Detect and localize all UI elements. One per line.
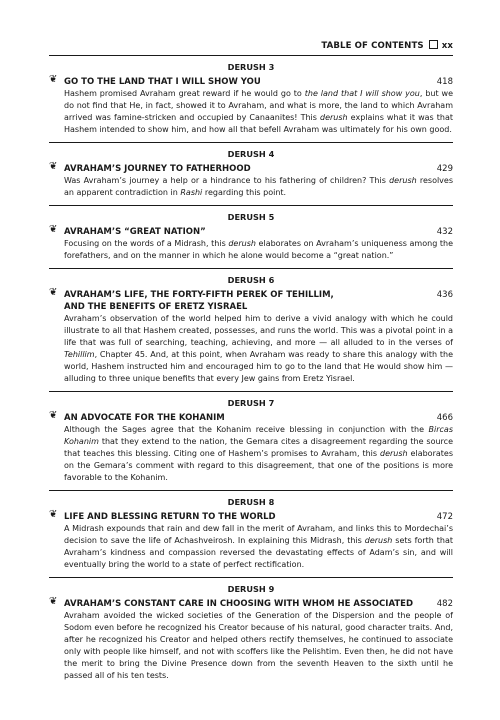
italic-term: derush	[389, 176, 417, 185]
entry-summary: Hashem promised Avraham great reward if he would go to the land that I will show you, but we do not find that He, in fact, showed it to Avraham, and what is more, the land to which Avraham arrived was famine-stricken and occupied by Canaanites! This derush explains what it was that Hashem intended to show him, and how all that befell Avraham was ultimately for his own good.	[64, 89, 454, 134]
header-rule	[49, 55, 453, 56]
entry-divider	[49, 490, 453, 491]
running-head-title: TABLE OF CONTENTS	[321, 41, 424, 51]
entry-summary: A Midrash expounds that rain and dew fall in the merit of Avraham, and links this to Mordechai’s decision to save the life of Achashveirosh. In explaining this Midrash, this derush sets forth that Avraham’s kindness and compassion reversed the devastating effects of Adam’s sin, and will eventually bring the world to a state of perfect rectification.	[64, 524, 453, 569]
fleuron-icon: ❦	[49, 224, 58, 235]
entry-heading-row	[49, 226, 453, 238]
entry-page-number[interactable]: 436	[436, 290, 453, 300]
toc-entry	[49, 62, 453, 143]
entry-page-number[interactable]: 482	[436, 599, 453, 609]
toc-list	[49, 62, 453, 682]
toc-page	[49, 40, 453, 682]
toc-entry	[49, 275, 453, 392]
entry-heading-row	[49, 412, 453, 424]
toc-entry	[49, 398, 453, 491]
derush-label: DERUSH 9	[227, 584, 275, 594]
derush-label: DERUSH 4	[227, 149, 275, 159]
entry-divider	[49, 391, 453, 392]
toc-entry	[49, 149, 453, 206]
entry-page-number[interactable]: 418	[436, 77, 453, 87]
entry-heading-row	[49, 289, 453, 313]
derush-label: DERUSH 5	[227, 212, 275, 222]
entry-heading-row	[49, 163, 453, 175]
derush-label: DERUSH 6	[227, 275, 275, 285]
running-head-page-number: xx	[441, 41, 453, 51]
fleuron-icon: ❦	[49, 596, 58, 607]
running-head	[49, 40, 453, 51]
entry-title[interactable]: GO TO THE LAND THAT I WILL SHOW YOU	[64, 77, 261, 87]
entry-title[interactable]: AN ADVOCATE FOR THE KOHANIM	[64, 413, 225, 423]
derush-label: DERUSH 7	[227, 398, 275, 408]
italic-term: the land that I will show you	[304, 89, 420, 98]
entry-summary: Avraham’s observation of the world helped him to derive a vivid analogy with which he could illustrate to all that Hashem created, possesses, and runs the world. This was a pivotal point in a life that was full of searching, teaching, achieving, and more — all alluded to in the verses of Tehillim, Chapter 45. And, at this point, when Avraham was ready to share this analogy with the world, Hashem instructed him and encouraged him to go to the land that He would show him — alluding to three unique benefits that every Jew gains from Eretz Yisrael.	[64, 314, 453, 383]
derush-label: DERUSH 8	[227, 497, 275, 507]
toc-entry	[49, 584, 453, 682]
entry-divider	[49, 142, 453, 143]
entry-summary: Was Avraham’s journey a help or a hindrance to his fathering of children? This derush resolves an apparent contradiction in Rashi regarding this point.	[64, 176, 454, 197]
fleuron-icon: ❦	[49, 74, 58, 85]
entry-title[interactable]: AVRAHAM’S LIFE, THE FORTY-FIFTH PEREK OF TEHILLIM,	[64, 290, 334, 300]
entry-divider	[49, 268, 453, 269]
italic-term: Rashi	[180, 188, 203, 197]
entry-divider	[49, 205, 453, 206]
entry-heading-row	[49, 598, 453, 610]
entry-title[interactable]: AVRAHAM’S JOURNEY TO FATHERHOOD	[64, 164, 251, 174]
fleuron-icon: ❦	[49, 410, 58, 421]
italic-term: derush	[380, 449, 408, 458]
entry-page-number[interactable]: 432	[436, 227, 453, 237]
entry-heading-row	[49, 76, 453, 88]
italic-term: Bircas Kohanim	[64, 425, 453, 446]
italic-term: derush	[320, 113, 348, 122]
entry-page-number[interactable]: 472	[436, 512, 453, 522]
entry-divider	[49, 577, 453, 578]
entry-heading-row	[49, 511, 453, 523]
entry-page-number[interactable]: 466	[436, 413, 453, 423]
fleuron-icon: ❦	[49, 161, 58, 172]
toc-entry	[49, 497, 453, 578]
entry-title[interactable]: LIFE AND BLESSING RETURN TO THE WORLD	[64, 512, 276, 522]
entry-summary: Although the Sages agree that the Kohanim receive blessing in conjunction with the Bircas Kohanim that they extend to the nation, the Gemara cites a disagreement regarding the source that teaches this blessing. Citing one of Hashem’s promises to Avraham, this derush elaborates on the Gemara’s comment with regard to this disagreement, that one of the positions is more favorable to the Kohanim.	[64, 425, 453, 482]
fleuron-icon: ❦	[49, 287, 58, 298]
italic-term: Tehillim	[64, 350, 95, 359]
entry-summary: Avraham avoided the wicked societies of the Generation of the Dispersion and the people of Sodom even before he recognized his Creator because of his natural, good character traits. And, after he recognized his Creator and helped others rectify themselves, he continued to associate only with people like himself, and not with scoffers like the Pelishtim. Even then, he did not have the merit to bring the Divine Presence down from the seventh Heaven to the sixth until he passed all of his ten tests.	[64, 611, 453, 680]
square-ornament-icon	[429, 40, 438, 49]
italic-term: derush	[228, 239, 256, 248]
derush-label: DERUSH 3	[227, 62, 275, 72]
toc-entry	[49, 212, 453, 269]
entry-title[interactable]: AVRAHAM’S CONSTANT CARE IN CHOOSING WITH WHOM HE ASSOCIATED	[64, 599, 414, 609]
entry-summary: Focusing on the words of a Midrash, this derush elaborates on Avraham’s uniqueness among the forefathers, and on the manner in which he alone would become a “great nation.”	[64, 239, 453, 260]
fleuron-icon: ❦	[49, 509, 58, 520]
italic-term: derush	[364, 536, 393, 545]
entry-page-number[interactable]: 429	[436, 164, 453, 174]
entry-title-continued[interactable]: AND THE BENEFITS OF ERETZ YISRAEL	[64, 302, 248, 312]
entry-title[interactable]: AVRAHAM’S “GREAT NATION”	[64, 227, 206, 237]
